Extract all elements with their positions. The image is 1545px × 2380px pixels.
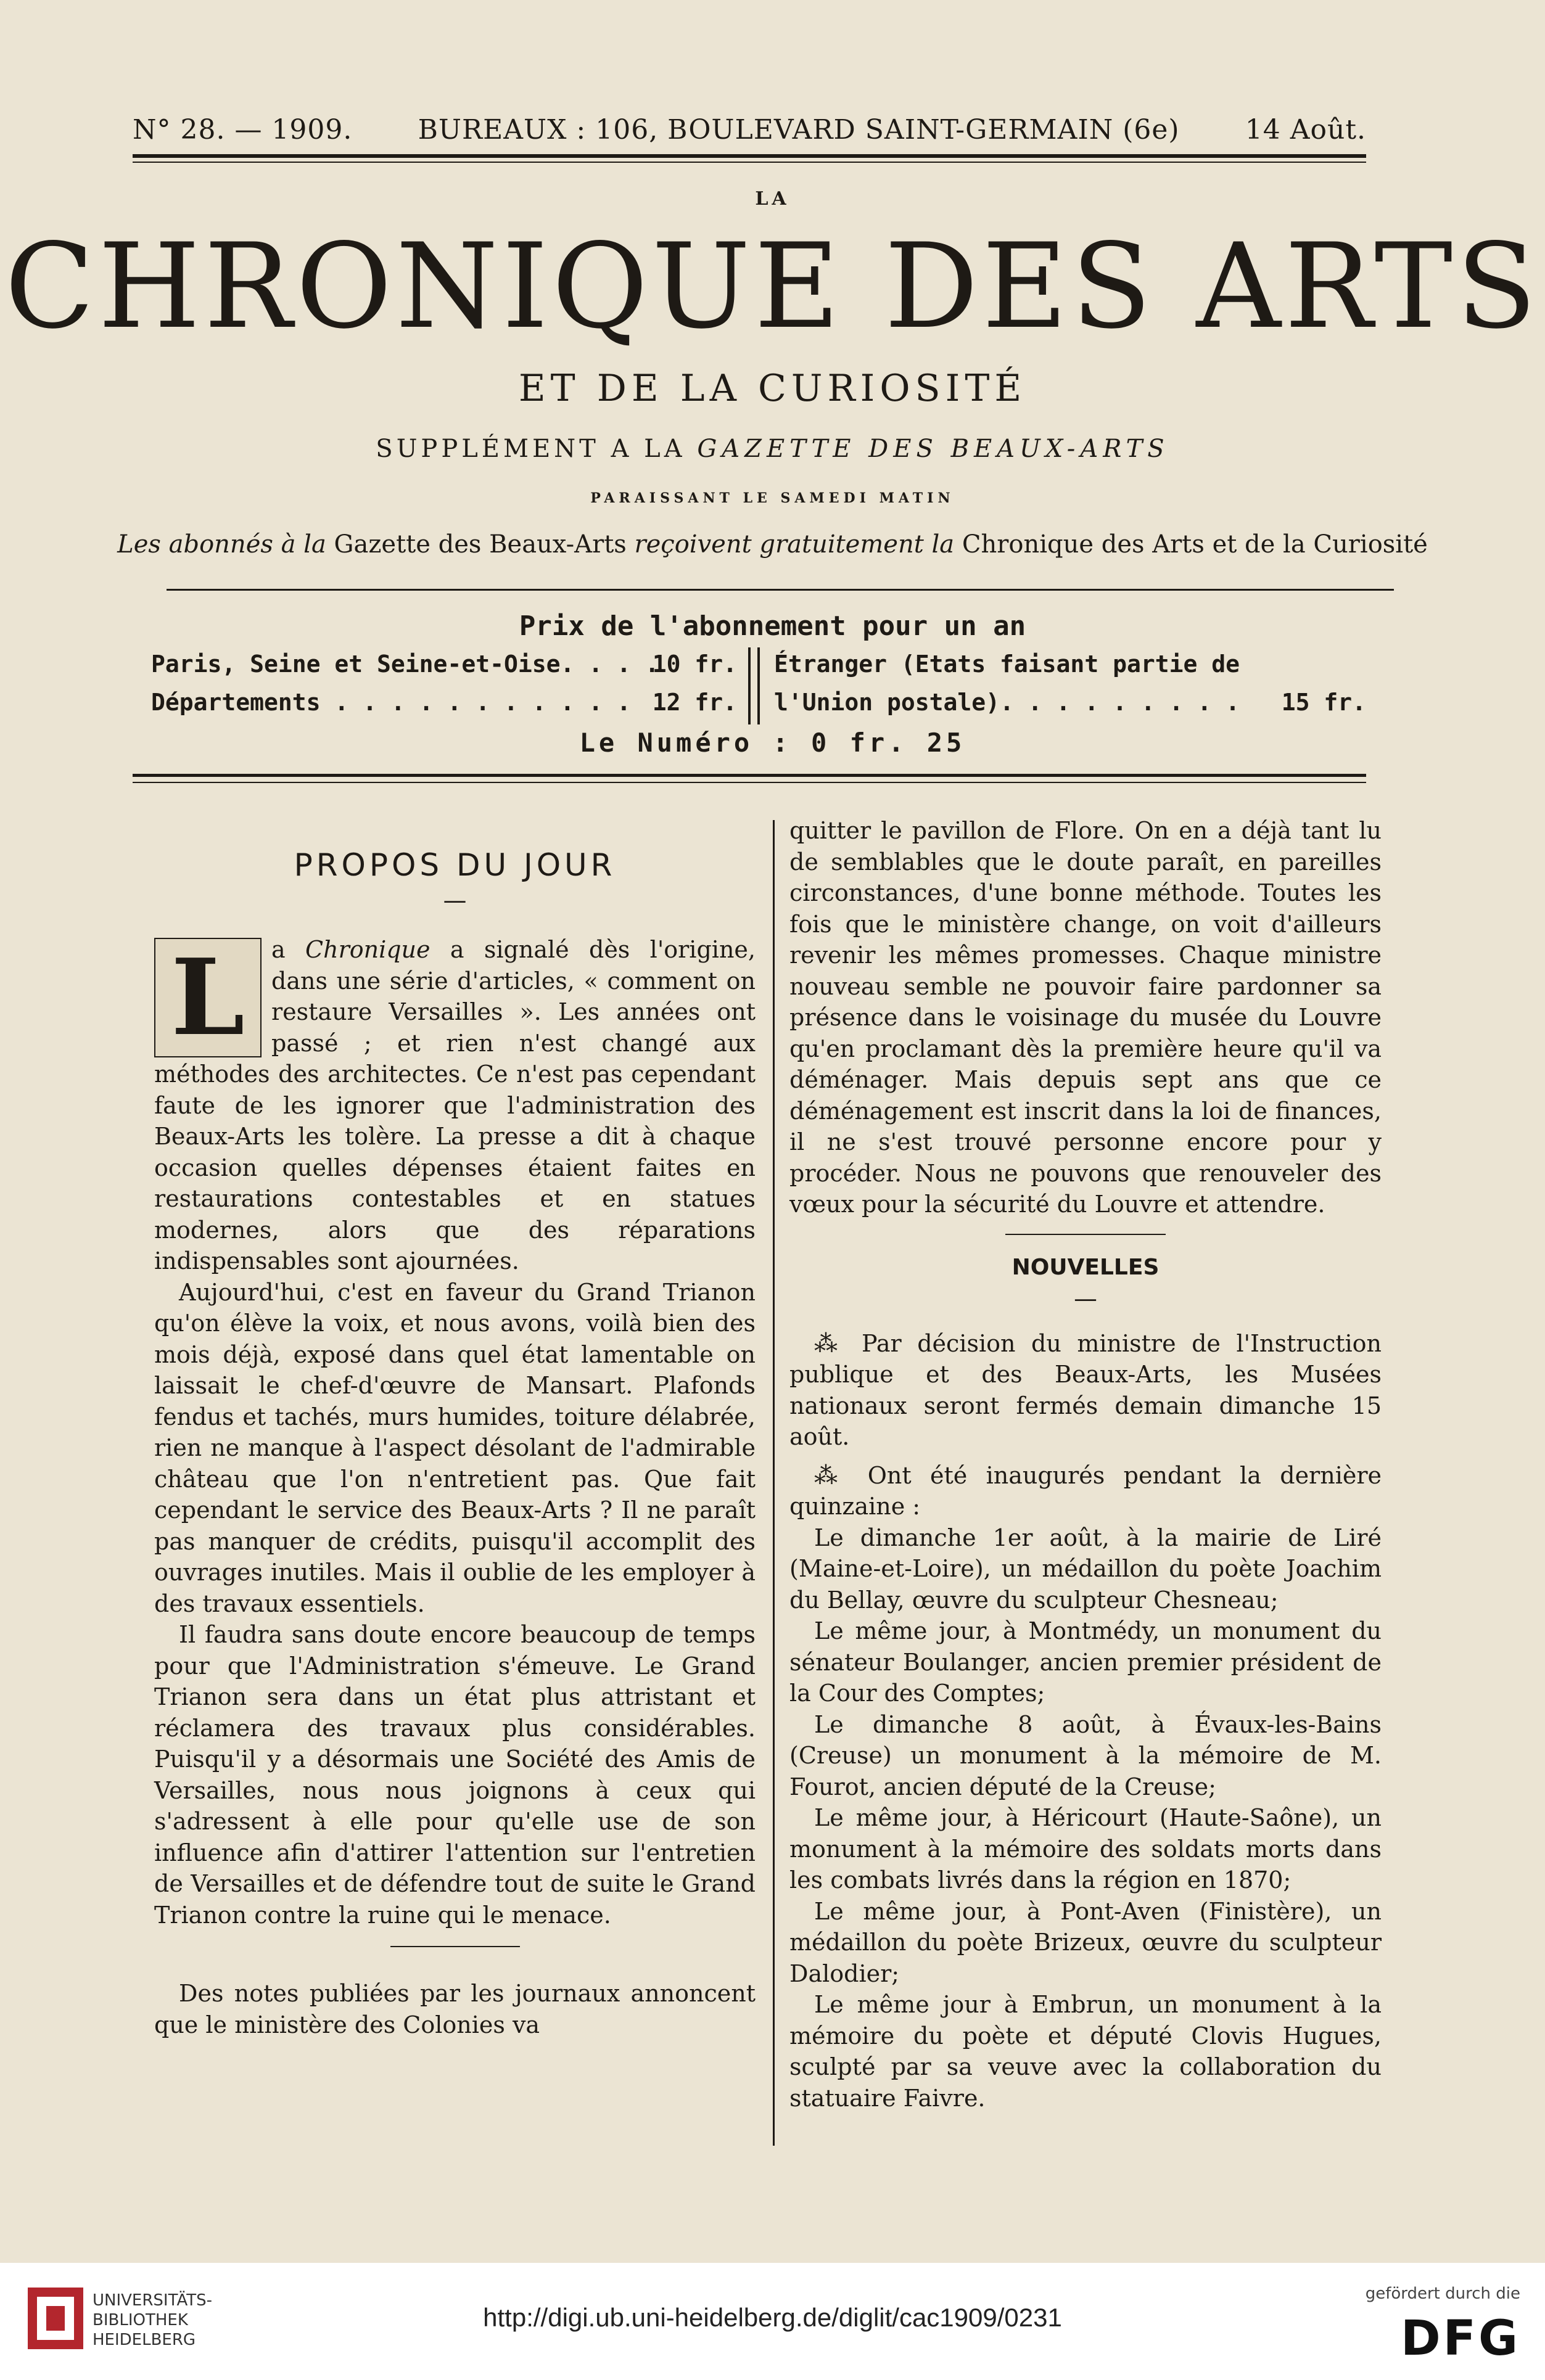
masthead-subtitle: ET DE LA CURIOSITÉ	[518, 367, 1027, 410]
subscribers-notice	[0, 530, 1545, 559]
supplement-prefix: SUPPLÉMENT A LA	[376, 435, 686, 463]
nouvelles-dash: —	[1074, 1285, 1097, 1312]
ornate-dropcap-l: L	[154, 938, 262, 1057]
supplement-line	[0, 435, 1545, 463]
issue-number: N° 28. — 1909.	[133, 113, 353, 146]
header-rule-thick	[133, 154, 1366, 158]
price-foreign-line1: Étranger (Etats faisant partie de	[774, 650, 1240, 678]
propos-paragraph-4: Des notes publiées par les journaux annoncent que le ministère des Colonies va	[154, 1980, 756, 2038]
masthead-rule	[167, 589, 1394, 591]
funding-label: gefördert durch die	[1365, 2284, 1520, 2303]
abonnes-part4: Chronique des Arts et de la Curiosité	[962, 530, 1428, 559]
propos-dash: —	[443, 886, 467, 914]
abonnes-part2: Gazette des Beaux-Arts	[334, 530, 627, 559]
supplement-title: GAZETTE DES BEAUX-ARTS	[697, 435, 1169, 463]
news-item-evaux: Le dimanche 8 août, à Évaux-les-Bains (Creuse) un monument à la mémoire de M. Fourot, ancien député de la Creuse;	[789, 1710, 1382, 1800]
price-departements-label: Départements . . . . . . . . . . .	[151, 689, 631, 716]
price-divider-right	[757, 647, 760, 724]
pricing-rule-thick	[133, 774, 1366, 777]
library-name: UNIVERSITÄTS- BIBLIOTHEK HEIDELBERG	[93, 2291, 212, 2349]
news-item-montmedy: Le même jour, à Montmédy, un monument du sénateur Boulanger, ancien premier président de la Cour des Comptes;	[789, 1617, 1382, 1707]
propos-paragraph-3: Il faudra sans doute encore beaucoup de temps pour que l'Administration s'émeuve. Le Grand Trianon sera dans un état plus attristant et réclamera des travaux plus considérables. Puisqu'il y a désormais une Société des Amis de Versailles, nous nous joignons à ceux qui s'adressent à elle pour qu'elle use de son influence afin d'attirer l'attention sur l'entretien de Versailles et de défendre tout de suite le Grand Trianon contre la ruine qui le menace.	[154, 1621, 756, 1929]
propos-paragraph-2: Aujourd'hui, c'est en faveur du Grand Trianon qu'on élève la voix, et nous avons, voilà bien des mois déjà, exposé dans quel état lamentable on laissait le chef-d'œuvre de Mansart. Plafonds fendus et tachés, murs humides, toiture délabrée, rien ne manque à l'aspect désolant de l'admirable château que l'on n'entretient pas. Que fait cependant le service des Beaux-Arts ? Il ne paraît pas manquer de crédits, puisqu'il accomplit des ouvrages inutiles. Mais il oublie de les employer à des travaux essentiels.	[154, 1278, 756, 1617]
asterism-icon: ⁂	[814, 1461, 849, 1489]
price-foreign-label: l'Union postale). . . . . . . . .	[774, 689, 1240, 716]
issue-header	[133, 111, 1366, 148]
separator-rule	[390, 1946, 520, 1947]
price-foreign-line2	[774, 689, 1366, 716]
news-item-2: ⁂ Ont été inaugurés pendant la dernière quinzaine :	[789, 1461, 1382, 1520]
news-item-embrun: Le même jour à Embrun, un monument à la mémoire du poète et député Clovis Hugues, sculpté par sa veuve avec la collaboration du statuaire Faivre.	[789, 1991, 1382, 2112]
library-footer	[0, 2263, 1545, 2380]
price-paris-value: 10 fr.	[652, 650, 737, 678]
abonnes-part1: Les abonnés à la	[117, 530, 326, 559]
masthead-la: LA	[755, 188, 790, 210]
news-item-lire: Le dimanche 1er août, à la mairie de Liré (Maine-et-Loire), un médaillon du poète Joachim du Bellay, œuvre du sculpteur Chesneau;	[789, 1524, 1382, 1614]
header-rule-thin	[133, 162, 1366, 163]
issue-date: 14 Août.	[1245, 113, 1366, 146]
chronique-emphasis: Chronique	[305, 936, 431, 963]
ornamental-rule	[1005, 1234, 1166, 1235]
news-item-hericourt: Le même jour, à Héricourt (Haute-Saône), un monument à la mémoire des soldats morts dans les combats livrés dans la région en 1870;	[789, 1804, 1382, 1894]
dfg-logo: DFG	[1400, 2311, 1520, 2366]
abonnes-part3: reçoivent gratuitement la	[634, 530, 955, 559]
publication-schedule: PARAISSANT LE SAMEDI MATIN	[590, 490, 955, 506]
nouvelles-heading: NOUVELLES	[1011, 1254, 1160, 1280]
masthead-title: CHRONIQUE DES ARTS	[4, 218, 1541, 355]
pricing-title: Prix de l'abonnement pour un an	[519, 610, 1026, 642]
propos-paragraph-1: L a Chronique a signalé dès l'origine, dans une série d'articles, « comment on restaure Versailles ». Les années ont passé ; et rien n'est changé aux méthodes des architectes. Ce n'est pas cependant faute de les ignorer que l'administration des Beaux-Arts les tolère. La presse a dit à chaque occasion quelles dépenses étaient faites en restaurations contestables et en statues modernes, alors que des réparations indispensables sont ajournées.	[154, 936, 756, 1274]
price-departements-value: 12 fr.	[652, 689, 737, 716]
pricing-rule-thin	[133, 782, 1366, 783]
price-foreign-value: 15 fr.	[1281, 689, 1366, 716]
asterism-icon: ⁂	[814, 1329, 846, 1357]
price-divider-left	[748, 647, 751, 724]
bureaux-address: BUREAUX : 106, BOULEVARD SAINT-GERMAIN (6e)	[418, 113, 1180, 146]
column-divider	[773, 820, 775, 2146]
continued-paragraph: quitter le pavillon de Flore. On en a déjà tant lu de semblables que le doute paraît, en pareilles circonstances, d'une bonne méthode. Toutes les fois que le ministère change, on voit d'ailleurs revenir les mêmes promesses. Chaque ministre nouveau semble ne pouvoir faire pardonner sa présence dans le voisinage du musée du Louvre qu'en proclamant dès la première heure qu'il va déménager. Mais depuis sept ans que ce déménagement est inscrit dans la loi de finances, il ne s'est trouvé personne encore pour y procéder. Nous ne pouvons que renouveler des vœux pour la sécurité du Louvre et attendre.	[789, 817, 1382, 1218]
news-item-1: ⁂ Par décision du ministre de l'Instruction publique et des Beaux-Arts, les Musées nationaux seront fermés demain dimanche 15 août.	[789, 1329, 1382, 1450]
price-departements	[151, 689, 737, 716]
propos-heading: PROPOS DU JOUR	[294, 847, 616, 883]
right-column	[789, 815, 1382, 2114]
left-column	[154, 845, 756, 2040]
price-paris-label: Paris, Seine et Seine-et-Oise. . . .	[151, 650, 659, 678]
price-paris	[151, 650, 737, 678]
news-item-pont-aven: Le même jour, à Pont-Aven (Finistère), un médaillon du poète Brizeux, œuvre du sculpteur Dalodier;	[789, 1897, 1382, 1987]
digital-library-url[interactable]: http://digi.ub.uni-heidelberg.de/diglit/cac1909/0231	[483, 2303, 1062, 2332]
single-issue-price: Le Numéro : 0 fr. 25	[579, 728, 966, 758]
